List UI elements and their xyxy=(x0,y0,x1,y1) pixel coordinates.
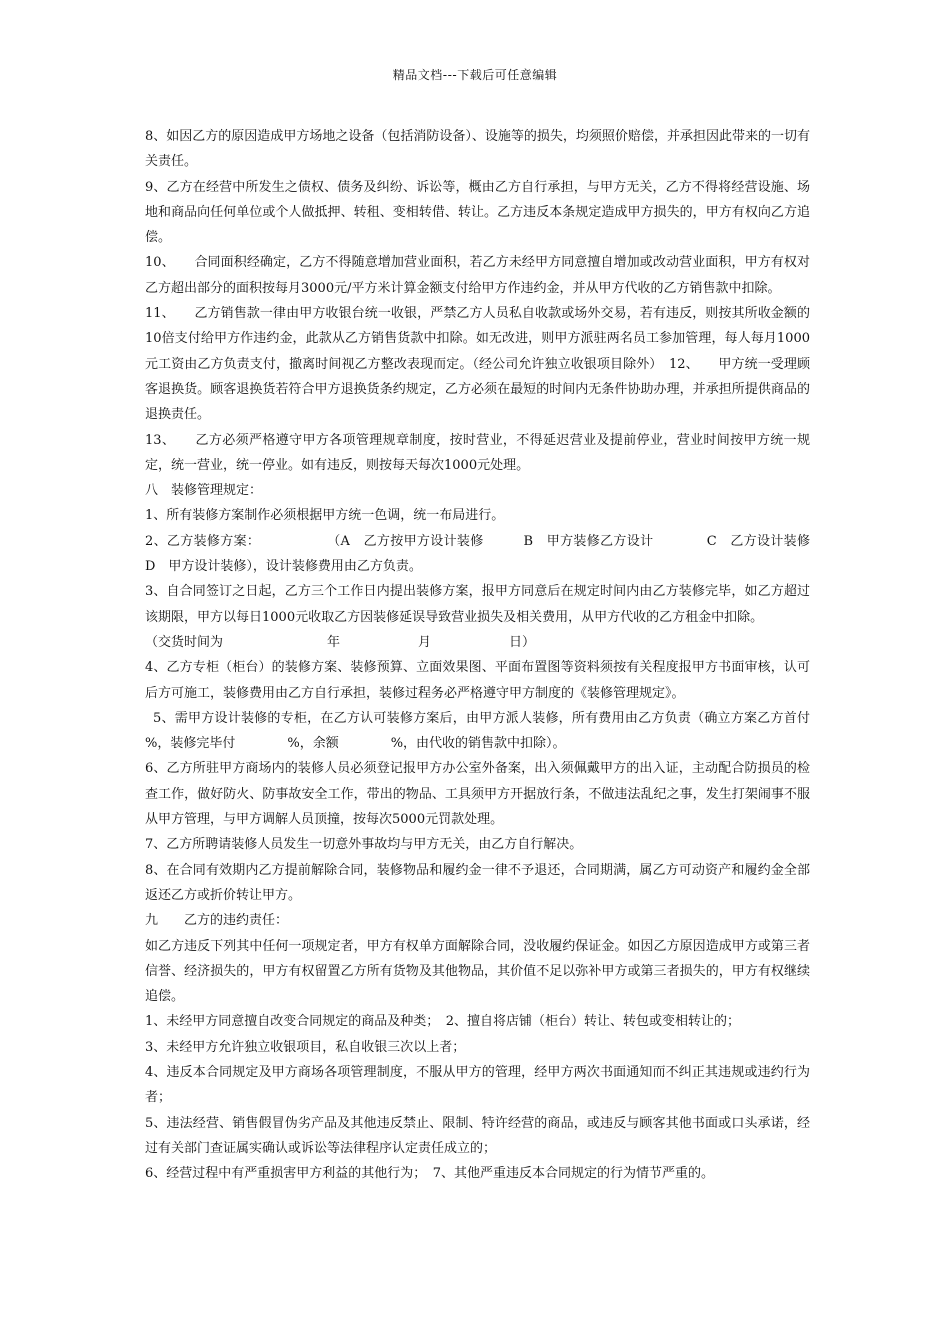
section-8-heading: 八 装修管理规定： xyxy=(145,483,263,499)
document-body xyxy=(145,124,863,1186)
decoration-item-1: 1、所有装修方案制作必须根据甲方统一色调，统一布局进行。 xyxy=(145,508,505,524)
breach-item-6-7: 6、经营过程中有严重损害甲方利益的其他行为； 7、其他严重违反本合同规定的行为情节严重的。 xyxy=(145,1166,715,1182)
clause-11-12-cashier: 11、 乙方销售款一律由甲方收银台统一收银，严禁乙方人员私自收款或场外交易，若有违反，则按其所收金额的10倍支付给甲方作违约金，此款从乙方销售货款中扣除。如无改进，则甲方派驻两名员工参加管理，每人每月1000元工资由乙方负责支付，撤离时间视乙方整改表现而定。（经公司允许独立收银项目除外） 12、 甲方统一受理顾客退换货。顾客退换货若符合甲方退换货条约规定，乙方必须在最短的时间内无条件协助办理，并承担所提供商品的退换责任。 xyxy=(145,306,810,423)
page-header: 精品文档---下载后可任意编辑 xyxy=(392,68,558,82)
decoration-item-5: 5、需甲方设计装修的专柜，在乙方认可装修方案后，由甲方派人装修，所有费用由乙方负责（确立方案乙方首付 %，装修完毕付 %，余额 %，由代收的销售款中扣除）。 xyxy=(145,710,863,752)
breach-item-1-2: 1、未经甲方同意擅自改变合同规定的商品及种类； 2、擅自将店铺（柜台）转让、转包或变相转让的； xyxy=(145,1014,741,1030)
clause-8-damage: 8、如因乙方的原因造成甲方场地之设备（包括消防设备）、设施等的损失，均须照价赔偿，并承担因此带来的一切有关责任。 xyxy=(145,129,810,170)
breach-item-3: 3、未经甲方允许独立收银项目，私自收银三次以上者； xyxy=(145,1039,466,1055)
decoration-item-7: 7、乙方所聘请装修人员发生一切意外事故均与甲方无关，由乙方自行解决。 xyxy=(145,837,583,853)
clause-10-area: 10、 合同面积经确定，乙方不得随意增加营业面积，若乙方未经甲方同意擅自增加或改动营业面积，甲方有权对乙方超出部分的面积按每月3000元/平方米计算金额支付给甲方作违约金，并从甲方代收的乙方销售款中扣除。 xyxy=(145,255,810,296)
clause-9-debts: 9、乙方在经营中所发生之债权、债务及纠纷、诉讼等，概由乙方自行承担，与甲方无关，乙方不得将经营设施、场地和商品向任何单位或个人做抵押、转租、变相转借、转让。乙方违反本条规定造成甲方损失的，甲方有权向乙方追偿。 xyxy=(145,179,810,246)
breach-item-4: 4、违反本合同规定及甲方商场各项管理制度，不服从甲方的管理，经甲方两次书面通知而不纠正其违规或违约行为者； xyxy=(145,1064,810,1106)
decoration-item-6: 6、乙方所驻甲方商场内的装修人员必须登记报甲方办公室外备案，出入须佩戴甲方的出入证，主动配合防损员的检查工作，做好防火、防事故安全工作，带出的物品、工具须甲方开据放行条，不做违法乱纪之事，发生打架闹事不服从甲方管理，与甲方调解人员顶撞，按每次5000元罚款处理。 xyxy=(145,761,810,828)
delivery-time-line: （交货时间为 年 月 日） xyxy=(145,634,536,650)
decoration-item-8: 8、在合同有效期内乙方提前解除合同，装修物品和履约金一律不予退还，合同期满，属乙方可动资产和履约金全部返还乙方或折价转让甲方。 xyxy=(145,862,810,903)
breach-intro: 如乙方违反下列其中任何一项规定者，甲方有权单方面解除合同，没收履约保证金。如因乙方原因造成甲方或第三者信誉、经济损失的，甲方有权留置乙方所有货物及其他物品，其价值不足以弥补甲方或第三者损失的，甲方有权继续追偿。 xyxy=(145,938,810,1005)
decoration-item-3: 3、自合同签订之日起，乙方三个工作日内提出装修方案，报甲方同意后在规定时间内由乙方装修完毕，如乙方超过该期限，甲方以每日1000元收取乙方因装修延误导致营业损失及相关费用，从甲方代收的乙方租金中扣除。 xyxy=(145,584,810,625)
breach-item-5: 5、违法经营、销售假冒伪劣产品及其他违反禁止、限制、特许经营的商品，或违反与顾客其他书面或口头承诺，经过有关部门查证属实确认或诉讼等法律程序认定责任成立的； xyxy=(145,1115,810,1156)
decoration-item-2: 2、乙方装修方案： （A 乙方按甲方设计装修 B 甲方装修乙方设计 C 乙方设计装修 D 甲方设计装修），设计装修费用由乙方负责。 xyxy=(145,533,850,575)
decoration-item-4: 4、乙方专柜（柜台）的装修方案、装修预算、立面效果图、平面布置图等资料须按有关程度报甲方书面审核，认可后方可施工，装修费用由乙方自行承担，装修过程务必严格遵守甲方制度的《装修管理规定》。 xyxy=(145,660,810,701)
section-9-heading: 九 乙方的违约责任： xyxy=(145,913,289,929)
clause-13-rules: 13、 乙方必须严格遵守甲方各项管理规章制度，按时营业，不得延迟营业及提前停业，营业时间按甲方统一规定，统一营业，统一停业。如有违反，则按每天每次1000元处理。 xyxy=(145,432,810,473)
